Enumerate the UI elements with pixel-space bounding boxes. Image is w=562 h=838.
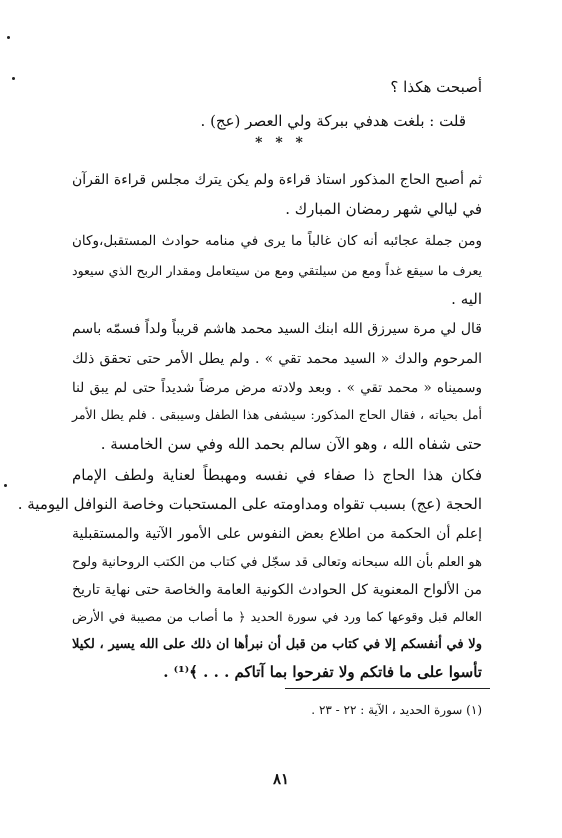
- text-line: قلت : بلغت هدفي ببركة ولي العصر (عج) .: [200, 112, 466, 130]
- text-line: قال لي مرة سيرزق الله ابنك السيد محمد هاشم قريباً ولداً فسمّه باسم: [72, 321, 482, 337]
- text-line: المرحوم والدك « السيد محمد تقي » . ولم يطل الأمر حتى تحقق ذلك: [72, 351, 482, 367]
- text-line: وسميناه « محمد تقي » . وبعد ولادته مرض مرضاً شديداً حتى لم يبق لنا: [72, 380, 482, 396]
- text-line: أمل بحياته ، فقال الحاج المذكور: سيشفى هذا الطفل وسيبقى . فلم يطل الأمر: [72, 407, 482, 422]
- text-line: أصبحت هكذا ؟: [390, 78, 482, 96]
- quran-verse-line: ولا في أنفسكم إلا في كتاب من قبل أن نبرأها ان ذلك على الله يسير ، لكيلا: [72, 637, 482, 652]
- quran-verse-line: تأسوا على ما فاتكم ولا تفرحوا بما آتاكم . . . ﴾⁽¹⁾ .: [163, 663, 482, 681]
- footnote: (١) سورة الحديد ، الآية : ٢٢ - ٢٣ .: [311, 703, 482, 717]
- text-line: فكان هذا الحاج ذا صفاء في نفسه ومهبطاً لعناية ولطف الإمام: [72, 466, 482, 484]
- margin-mark: [12, 77, 15, 80]
- text-line: إعلم أن الحكمة من اطلاع بعض النفوس على الأمور الآتية والمستقبلية: [72, 526, 482, 542]
- text-line: الحجة (عج) بسبب تقواه ومداومته على المستحبات وخاصة النوافل اليومية .: [17, 495, 482, 513]
- margin-mark: [7, 36, 10, 39]
- text-line: اليه .: [451, 290, 482, 308]
- footnote-divider: [285, 688, 490, 689]
- text-line: ثم أصبح الحاج المذكور استاذ قراءة ولم يكن يترك مجلس قراءة القرآن: [72, 172, 482, 188]
- text-line: في ليالي شهر رمضان المبارك .: [285, 200, 482, 218]
- text-line: هو العلم بأن الله سبحانه وتعالى قد سجّل في كتاب من الكتب الروحانية ولوح: [72, 555, 482, 570]
- text-line: من الألواح المعنوية كل الحوادث الكونية العامة والخاصة حتى نهاية تاريخ: [72, 582, 482, 598]
- margin-mark: [4, 484, 7, 487]
- text-line: حتى شفاه الله ، وهو الآن سالم بحمد الله وفي سن الخامسة .: [100, 435, 482, 453]
- text-line: العالم قبل وقوعها كما ورد في سورة الحديد ﴿ ما أصاب من مصيبة في الأرض: [72, 609, 482, 624]
- text-line: يعرف ما سيقع غداً ومع من سيلتقي ومع من سيتعامل ومقدار الربح الذي سيعود: [72, 263, 482, 278]
- section-separator: * * *: [255, 135, 307, 151]
- text-line: ومن جملة عجائبه أنه كان غالباً ما يرى في منامه حوادث المستقبل،وكان: [72, 233, 482, 249]
- page-number: ٨١: [272, 770, 290, 788]
